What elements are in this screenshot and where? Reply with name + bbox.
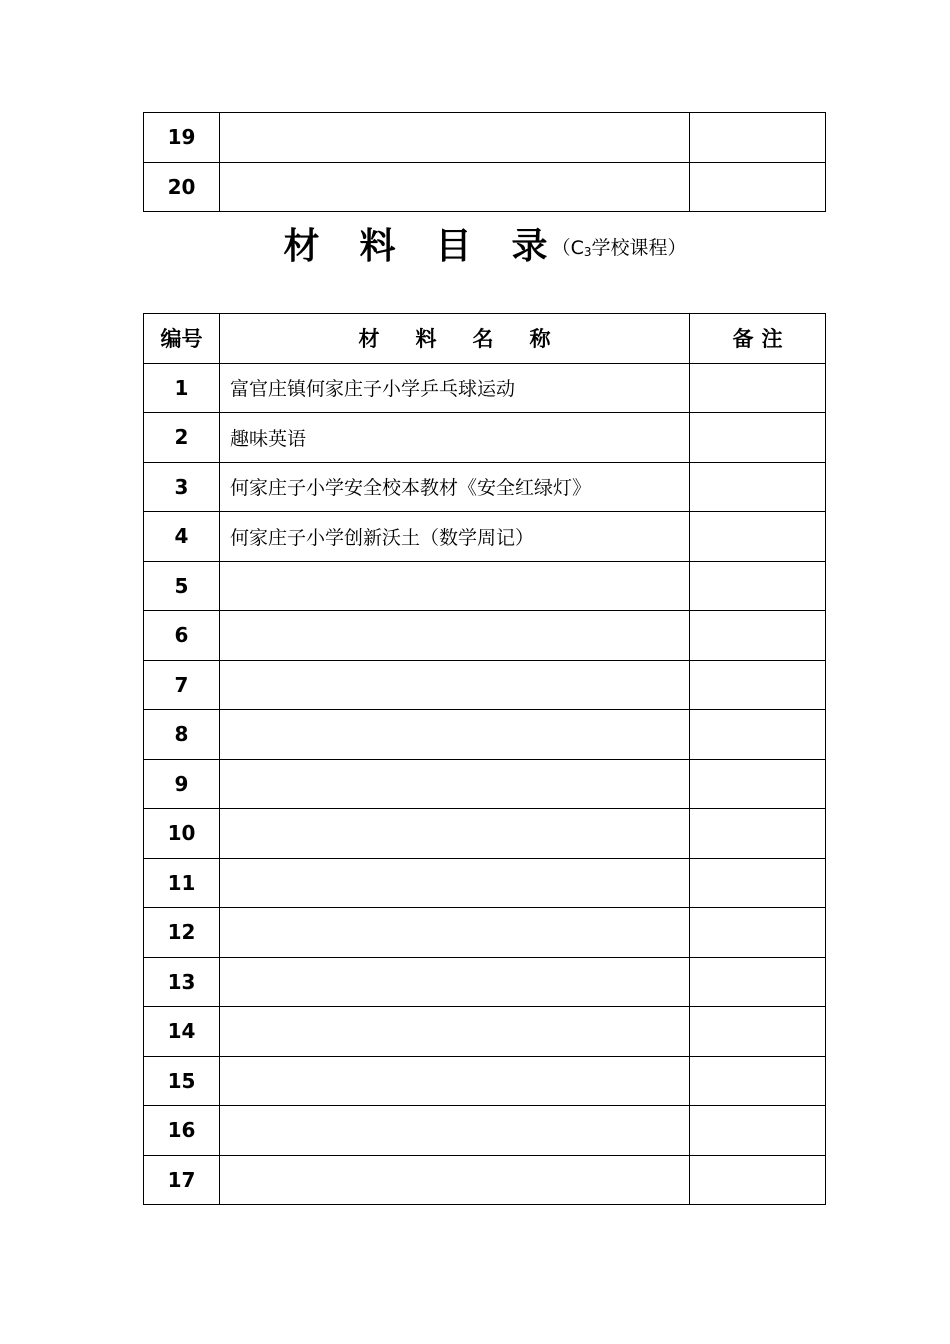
material-name-cell <box>220 1155 690 1205</box>
row-number: 6 <box>144 611 220 661</box>
table-row <box>144 462 826 512</box>
header-char: 名 <box>472 327 494 352</box>
material-name-cell <box>220 957 690 1007</box>
continued-table <box>143 112 826 212</box>
remark-cell <box>690 1056 826 1106</box>
material-name-cell <box>220 1106 690 1156</box>
title-char: 材 <box>283 226 320 267</box>
table-row <box>144 611 826 661</box>
material-name-cell <box>220 660 690 710</box>
remark-cell <box>690 858 826 908</box>
remark-cell <box>690 162 826 212</box>
table-row <box>144 162 826 212</box>
remark-cell <box>690 710 826 760</box>
title-char: 料 <box>359 226 396 267</box>
table-row <box>144 908 826 958</box>
remark-cell <box>690 809 826 859</box>
remark-cell <box>690 660 826 710</box>
table-header-row <box>144 314 826 364</box>
material-name-cell <box>220 162 690 212</box>
row-number: 7 <box>144 660 220 710</box>
header-number: 编号 <box>144 314 220 364</box>
remark-cell <box>690 957 826 1007</box>
table-row <box>144 1106 826 1156</box>
remark-cell <box>690 611 826 661</box>
row-number: 12 <box>144 908 220 958</box>
header-char: 备 <box>732 327 754 352</box>
remark-cell <box>690 1106 826 1156</box>
table-row <box>144 1056 826 1106</box>
row-number: 5 <box>144 561 220 611</box>
row-number: 2 <box>144 413 220 463</box>
material-name-cell <box>220 710 690 760</box>
row-number: 4 <box>144 512 220 562</box>
remark-cell <box>690 113 826 163</box>
row-number: 20 <box>144 162 220 212</box>
remark-cell <box>690 413 826 463</box>
title-char: 录 <box>511 226 548 267</box>
material-name-cell <box>220 908 690 958</box>
material-name-cell <box>220 759 690 809</box>
remark-cell <box>690 1155 826 1205</box>
table-row <box>144 957 826 1007</box>
remark-cell <box>690 908 826 958</box>
table-row <box>144 809 826 859</box>
header-char: 料 <box>415 327 437 352</box>
row-number: 10 <box>144 809 220 859</box>
table-row <box>144 759 826 809</box>
materials-table <box>143 313 826 1205</box>
remark-cell <box>690 363 826 413</box>
table-row <box>144 113 826 163</box>
material-name-cell <box>220 809 690 859</box>
material-name-cell <box>220 611 690 661</box>
material-name-cell <box>220 561 690 611</box>
material-name-cell <box>220 1056 690 1106</box>
table-row <box>144 413 826 463</box>
header-char: 注 <box>761 327 783 352</box>
row-number: 16 <box>144 1106 220 1156</box>
table-row <box>144 1007 826 1057</box>
material-name-cell <box>220 1007 690 1057</box>
title-subtitle <box>552 237 687 259</box>
table-row <box>144 512 826 562</box>
remark-cell <box>690 462 826 512</box>
material-name-cell <box>220 113 690 163</box>
remark-cell <box>690 512 826 562</box>
header-char: 材 <box>358 327 380 352</box>
row-number: 14 <box>144 1007 220 1057</box>
material-name-cell: 何家庄子小学创新沃土（数学周记） <box>220 512 690 562</box>
subtitle-rest: 学校课程） <box>591 237 687 259</box>
row-number: 8 <box>144 710 220 760</box>
header-material-name <box>220 314 690 364</box>
row-number: 9 <box>144 759 220 809</box>
row-number: 19 <box>144 113 220 163</box>
table-row <box>144 858 826 908</box>
remark-cell <box>690 1007 826 1057</box>
row-number: 17 <box>144 1155 220 1205</box>
row-number: 13 <box>144 957 220 1007</box>
material-name-cell: 何家庄子小学安全校本教材《安全红绿灯》 <box>220 462 690 512</box>
table-row <box>144 660 826 710</box>
material-name-cell <box>220 858 690 908</box>
material-name-cell: 趣味英语 <box>220 413 690 463</box>
table-row <box>144 1155 826 1205</box>
subtitle-open: （C <box>551 237 584 259</box>
row-number: 3 <box>144 462 220 512</box>
header-remark <box>690 314 826 364</box>
table-row <box>144 710 826 760</box>
title-char: 目 <box>435 226 472 267</box>
subtitle-index: 3 <box>583 245 592 259</box>
material-name-cell: 富官庄镇何家庄子小学乒乓球运动 <box>220 363 690 413</box>
remark-cell <box>690 561 826 611</box>
remark-cell <box>690 759 826 809</box>
row-number: 15 <box>144 1056 220 1106</box>
page-title <box>0 218 950 269</box>
row-number: 1 <box>144 363 220 413</box>
table-row <box>144 561 826 611</box>
title-main <box>264 226 552 267</box>
table-row <box>144 363 826 413</box>
header-char: 称 <box>529 327 551 352</box>
row-number: 11 <box>144 858 220 908</box>
